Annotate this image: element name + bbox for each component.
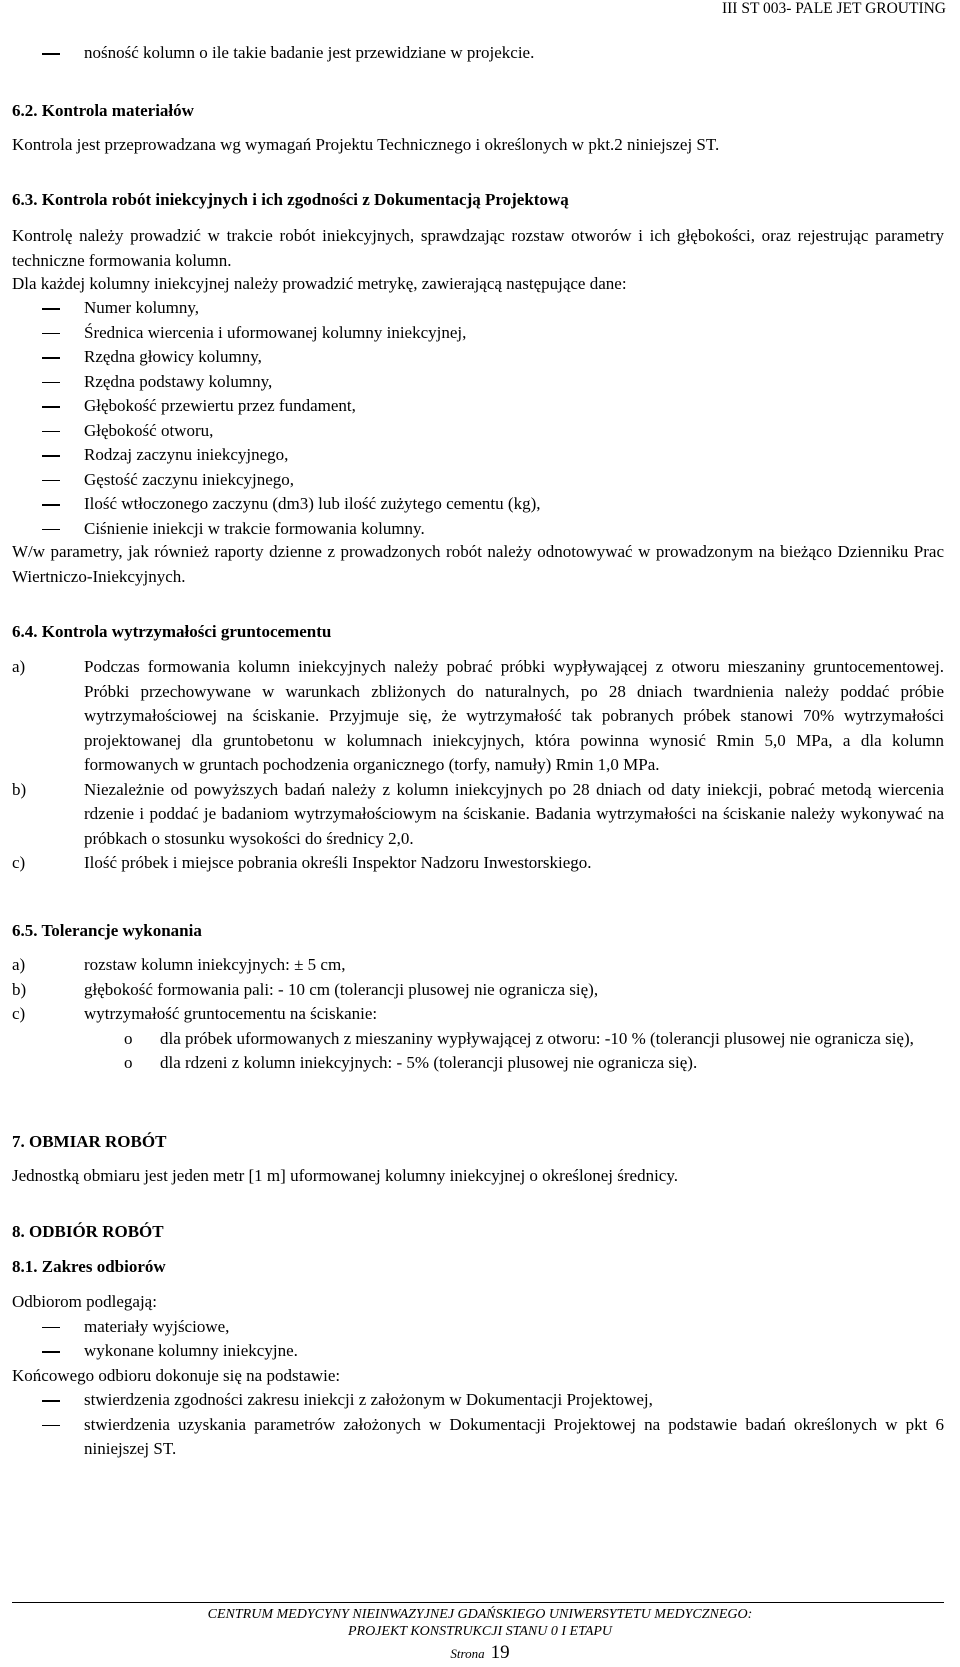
list-item: Numer kolumny,	[12, 296, 944, 321]
list-item	[12, 851, 944, 876]
page-word: Strona	[450, 1646, 485, 1661]
section-6-3-heading: 6.3. Kontrola robót iniekcyjnych i ich zgodności z Dokumentacją Projektową	[12, 190, 569, 209]
section-8-1-heading: 8.1. Zakres odbiorów	[12, 1257, 166, 1276]
sub-list-item	[12, 1027, 944, 1052]
section-6-2-text: Kontrola jest przeprowadzana wg wymagań Projektu Technicznego i określonych w pkt.2 niniejszej ST.	[12, 135, 720, 154]
list-item: Rodzaj zaczynu iniekcyjnego,	[12, 443, 944, 468]
footer-line-2: PROJEKT KONSTRUKCJI STANU 0 I ETAPU	[347, 1624, 613, 1639]
bullet-marker: o	[124, 1053, 133, 1072]
section-7-heading: 7. OBMIAR ROBÓT	[12, 1132, 167, 1151]
list-item: materiały wyjściowe,	[12, 1315, 944, 1340]
list-item	[12, 978, 944, 1003]
section-6-4-list	[12, 655, 944, 876]
item-text: dla próbek uformowanych z mieszaniny wypływającej z otworu: -10 % (tolerancji plusowej nie ogranicza się),	[160, 1028, 914, 1048]
running-header: III ST 003- PALE JET GROUTING	[721, 0, 946, 17]
section-6-2-heading: 6.2. Kontrola materiałów	[12, 101, 194, 120]
item-text: rozstaw kolumn iniekcyjnych: ± 5 cm,	[84, 955, 346, 974]
item-label: b)	[12, 779, 27, 799]
item-label: c)	[12, 853, 26, 872]
section-7-text: Jednostką obmiaru jest jeden metr [1 m] uformowanej kolumny iniekcyjnej o określonej średnicy.	[12, 1166, 678, 1185]
item-text: Podczas formowania kolumn iniekcyjnych należy pobrać próbki wypływającej z otworu mieszaniny gruntocementowej. Próbki przechowywane w warunkach zbliżonych do naturalnych, po 28 dniach twardnienia należy poddać próbie wytrzymałościowej na ściskanie. Przyjmuje się, że wytrzymałość tak pobranych próbek stanowi 70% wytrzymałości projektowanej dla gruntobetonu w kolumnach iniekcyjnych, która powinna wynosić Rmin 5,0 MPa, a dla kolumn formowanych w gruntach pochodzenia organicznego (torfy, namuły) Rmin 1,0 MPa.	[84, 657, 944, 774]
list-item: Gęstość zaczynu iniekcyjnego,	[12, 468, 944, 493]
list-item: nośność kolumn o ile takie badanie jest przewidziane w projekcie.	[12, 41, 944, 66]
section-6-5-heading: 6.5. Tolerancje wykonania	[12, 921, 202, 940]
list-item: Głębokość otworu,	[12, 419, 944, 444]
item-text: wytrzymałość gruntocementu na ściskanie:	[84, 1004, 378, 1023]
list-item: Ilość wtłoczonego zaczynu (dm3) lub ilość zużytego cementu (kg),	[12, 492, 944, 517]
list-item: stwierdzenia zgodności zakresu iniekcji z założonym w Dokumentacji Projektowej,	[12, 1388, 944, 1413]
list-item	[12, 778, 944, 852]
list-item: Głębokość przewiertu przez fundament,	[12, 394, 944, 419]
paragraph: Odbiorom podlegają:	[12, 1292, 157, 1311]
list-item: Rzędna podstawy kolumny,	[12, 370, 944, 395]
list-item	[12, 953, 944, 978]
section-8-1-body	[12, 1290, 944, 1462]
item-label: c)	[12, 1004, 26, 1023]
paragraph: Końcowego odbioru dokonuje się na podstawie:	[12, 1365, 341, 1385]
item-text: dla rdzeni z kolumn iniekcyjnych: - 5% (tolerancji plusowej nie ogranicza się).	[160, 1053, 698, 1072]
sub-list-item	[12, 1051, 944, 1076]
item-label: a)	[12, 955, 26, 974]
item-text: głębokość formowania pali: - 10 cm (tolerancji plusowej nie ogranicza się),	[84, 979, 599, 999]
page-number-value: 19	[490, 1642, 510, 1663]
list-item	[12, 1002, 944, 1027]
section-6-3-paragraph-1: Kontrolę należy prowadzić w trakcie robót iniekcyjnych, sprawdzając rozstaw otworów i ich głębokości, oraz rejestrując parametry techniczne formowania kolumn.	[12, 226, 944, 270]
list-item: Ciśnienie iniekcji w trakcie formowania kolumny.	[12, 517, 944, 542]
list-item	[12, 655, 944, 778]
section-6-3-paragraph-2: Dla każdej kolumny iniekcyjnej należy prowadzić metrykę, zawierającą następujące dane:	[12, 274, 627, 293]
footer-line-1: CENTRUM MEDYCYNY NIEINWAZYJNEJ GDAŃSKIEGO UNIWERSYTETU MEDYCZNEGO:	[207, 1607, 753, 1622]
item-text: Niezależnie od powyższych badań należy z kolumn iniekcyjnych po 28 dniach od daty iniekcji, pobrać metodą wiercenia rdzenie i poddać je badaniom wytrzymałościowym na ściskanie. Badania wytrzymałości na ściskanie należy wykonywać na próbkach o stosunku wysokości do średnicy 2,0.	[84, 779, 944, 848]
section-6-4-heading: 6.4. Kontrola wytrzymałości gruntocementu	[12, 622, 332, 641]
list-item: Rzędna głowicy kolumny,	[12, 345, 944, 370]
section-6-3-item-list	[12, 296, 944, 541]
footer-divider	[12, 1602, 944, 1603]
list-item: wykonane kolumny iniekcyjne.	[12, 1339, 944, 1364]
item-label: a)	[12, 657, 26, 676]
bullet-marker: o	[124, 1028, 133, 1048]
list-item: stwierdzenia uzyskania parametrów założonych w Dokumentacji Projektowej na podstawie badań określonych w pkt 6 niniejszej ST.	[12, 1413, 944, 1462]
section-8-heading: 8. ODBIÓR ROBÓT	[12, 1222, 164, 1241]
list-item: Średnica wiercenia i uformowanej kolumny iniekcyjnej,	[12, 321, 944, 346]
page-number	[0, 1642, 960, 1664]
item-label: b)	[12, 979, 27, 999]
top-bullet-list	[12, 41, 944, 66]
section-6-3-paragraph-3: W/w parametry, jak również raporty dzienne z prowadzonych robót należy odnotowywać w prowadzonym na bieżąco Dzienniku Prac Wiertniczo-Iniekcyjnych.	[12, 542, 944, 586]
section-6-5-list	[12, 953, 944, 1076]
item-text: Ilość próbek i miejsce pobrania określi Inspektor Nadzoru Inwestorskiego.	[84, 853, 592, 872]
